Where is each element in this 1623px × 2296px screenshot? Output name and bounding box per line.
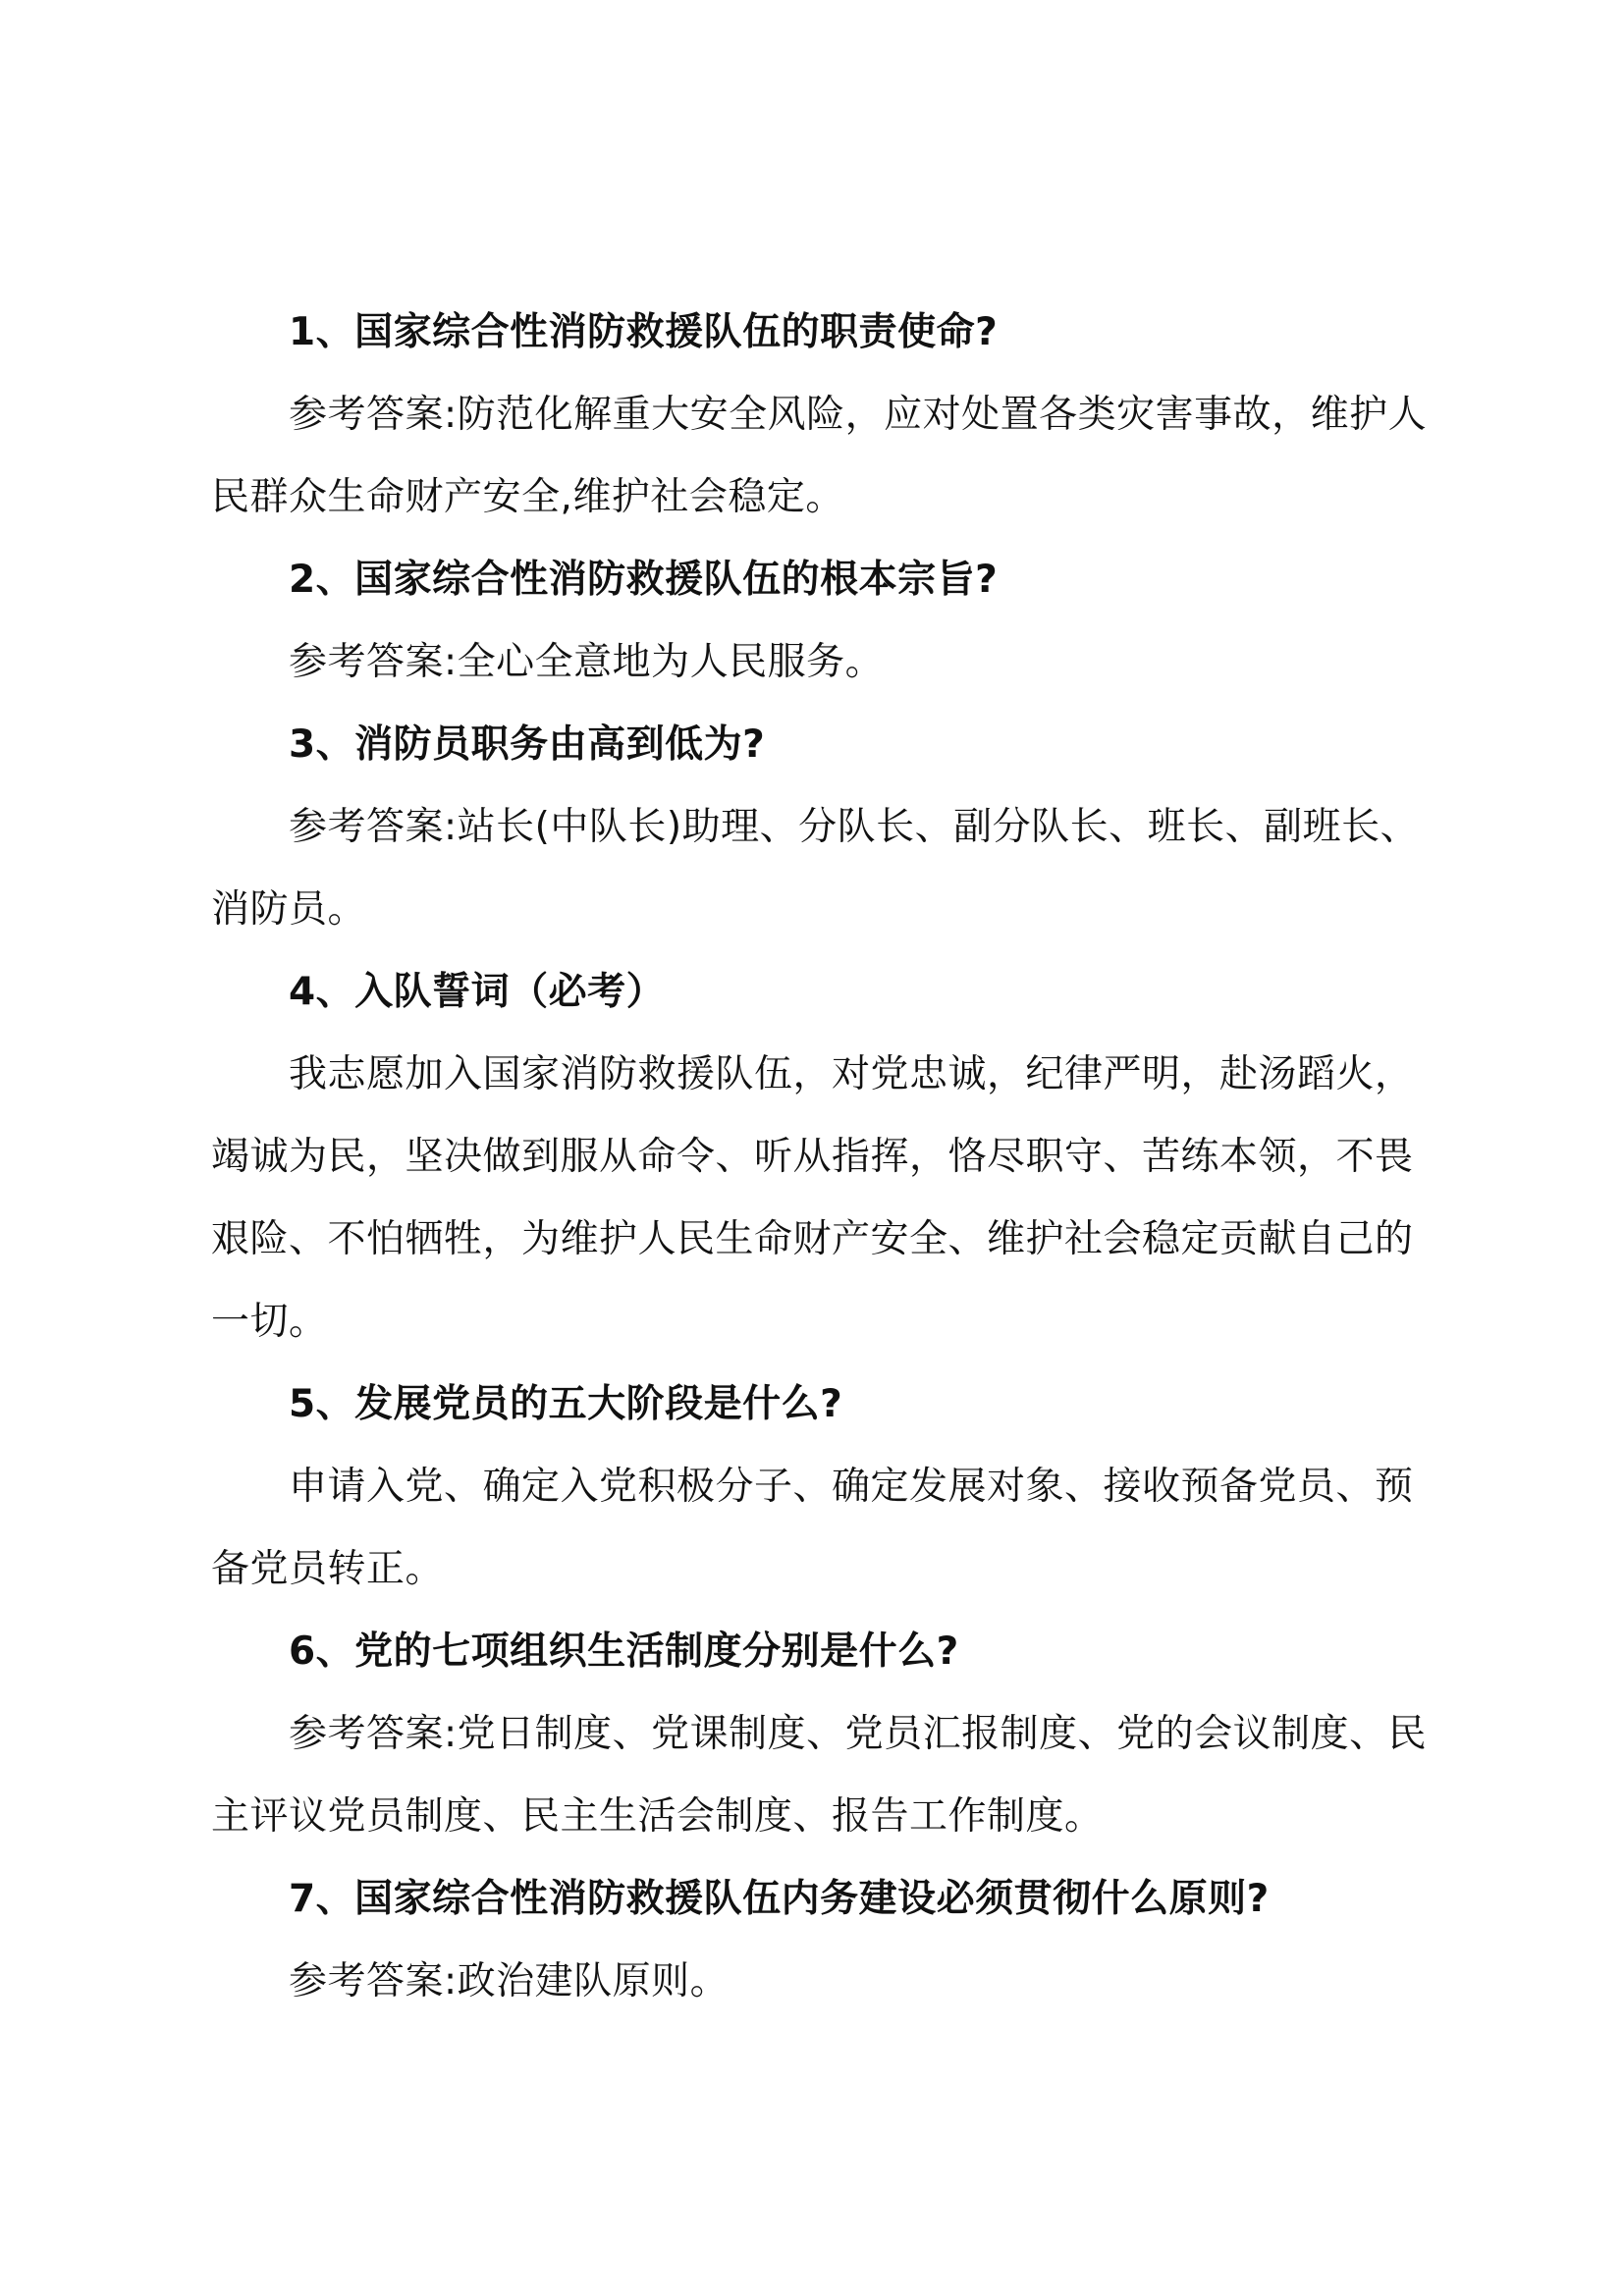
answer-line: 参考答案:防范化解重大安全风险，应对处置各类灾害事故，维护人 <box>289 393 1428 437</box>
answer-line: 主评议党员制度、民主生活会制度、报告工作制度。 <box>211 1794 1104 1839</box>
question-heading: 6、党的七项组织生活制度分别是什么? <box>289 1629 959 1674</box>
answer-line: 竭诚为民，坚决做到服从命令、听从指挥，恪尽职守、苦练本领，不畏 <box>211 1135 1414 1179</box>
question-heading: 4、入队誓词（必考） <box>289 970 666 1014</box>
answer-line: 申请入党、确定入党积极分子、确定发展对象、接收预备党员、预 <box>289 1465 1414 1509</box>
answer-line: 我志愿加入国家消防救援队伍，对党忠诚，纪律严明，赴汤蹈火， <box>289 1052 1414 1096</box>
question-heading: 1、国家综合性消防救援队伍的职责使命? <box>289 310 999 354</box>
document-body <box>0 292 1623 2023</box>
question-heading: 5、发展党员的五大阶段是什么? <box>289 1382 843 1426</box>
answer-line: 备党员转正。 <box>211 1547 445 1591</box>
answer-line: 一切。 <box>211 1300 328 1344</box>
answer-line: 民群众生命财产安全,维护社会稳定。 <box>211 475 844 519</box>
answer-line: 参考答案:全心全意地为人民服务。 <box>289 640 885 684</box>
answer-line: 艰险、不怕牺牲，为维护人民生命财产安全、维护社会稳定贡献自己的 <box>211 1217 1414 1261</box>
answer-line: 参考答案:站长(中队长)助理、分队长、副分队长、班长、副班长、 <box>289 805 1420 849</box>
answer-line: 消防员。 <box>211 887 367 932</box>
question-heading: 3、消防员职务由高到低为? <box>289 722 766 767</box>
question-heading: 2、国家综合性消防救援队伍的根本宗旨? <box>289 558 999 602</box>
answer-line: 参考答案:政治建队原则。 <box>289 1959 730 2003</box>
question-heading: 7、国家综合性消防救援队伍内务建设必须贯彻什么原则? <box>289 1877 1270 1921</box>
answer-line: 参考答案:党日制度、党课制度、党员汇报制度、党的会议制度、民 <box>289 1712 1428 1756</box>
